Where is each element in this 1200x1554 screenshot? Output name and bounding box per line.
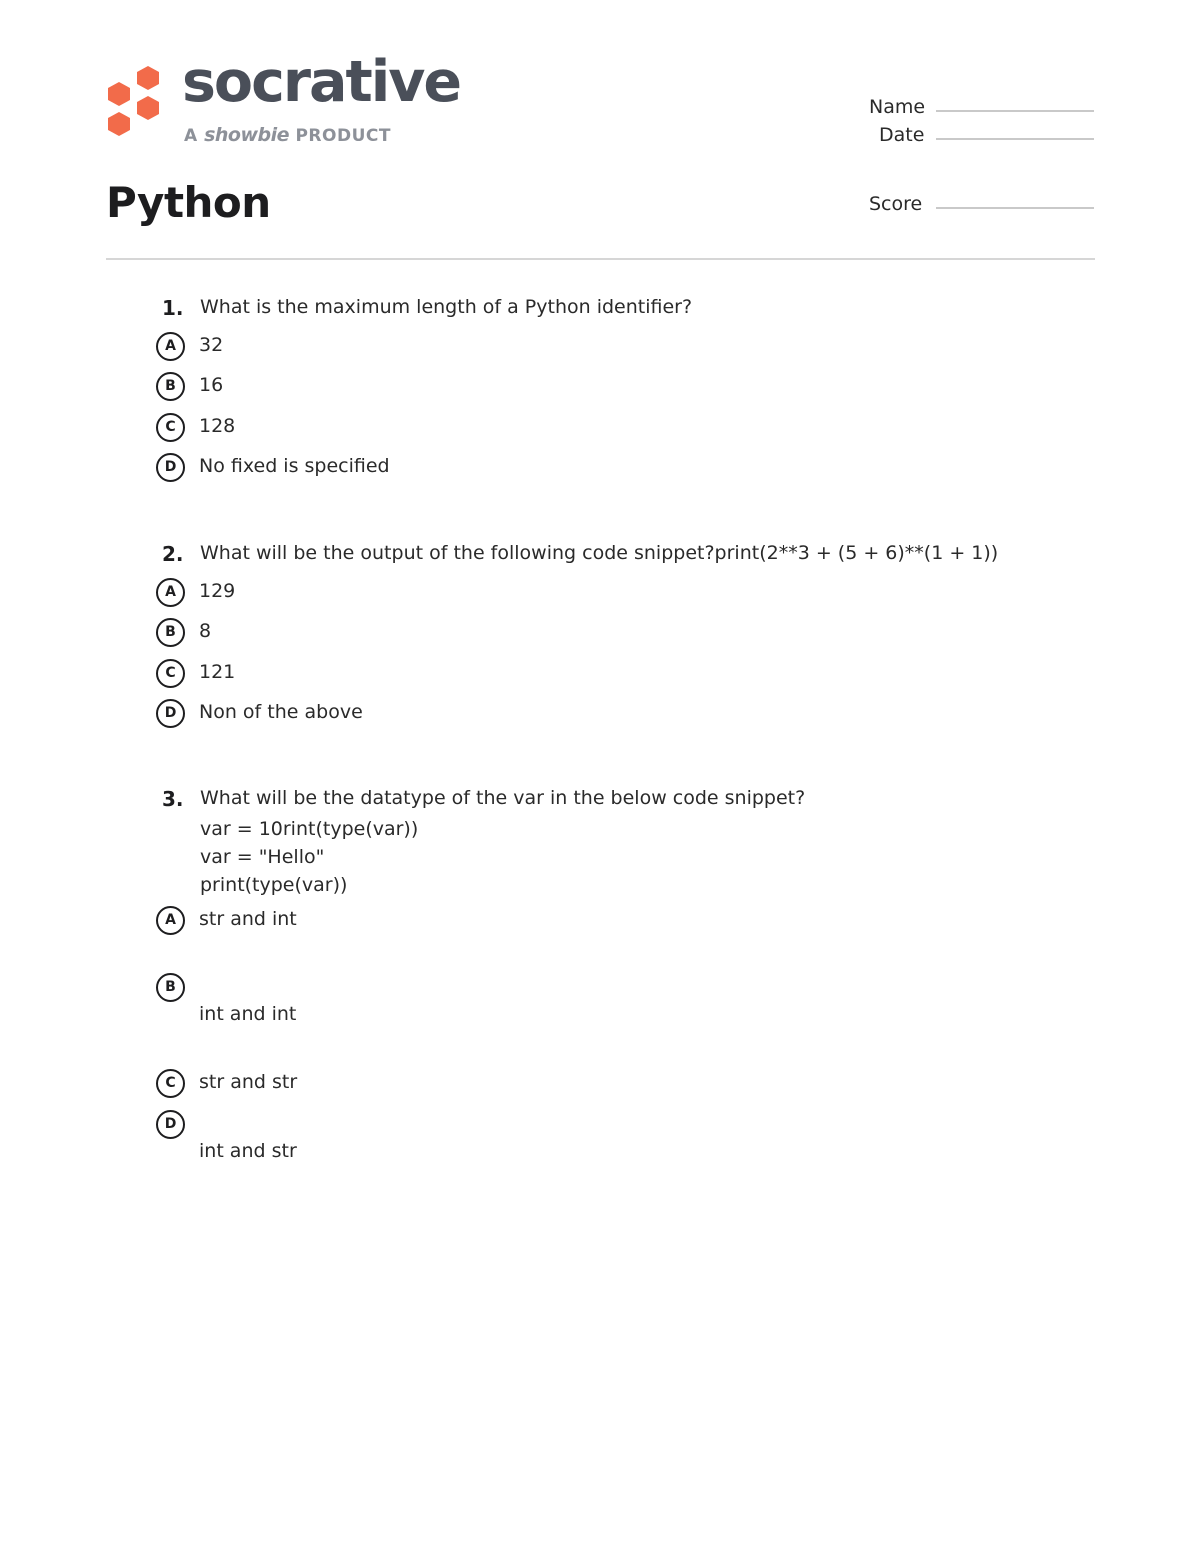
page-title: Python bbox=[106, 178, 271, 227]
option-a[interactable] bbox=[156, 906, 1056, 973]
option-c[interactable] bbox=[156, 659, 1056, 699]
option-letter-circle: B bbox=[156, 372, 185, 401]
option-letter-circle: B bbox=[156, 973, 185, 1002]
option-text: Non of the above bbox=[199, 701, 363, 723]
option-text: str and str bbox=[199, 1071, 298, 1093]
option-letter-circle: D bbox=[156, 699, 185, 728]
option-b[interactable] bbox=[156, 372, 1056, 413]
option-letter-circle: C bbox=[156, 1069, 185, 1098]
score-field[interactable] bbox=[866, 193, 1106, 223]
option-letter-circle: C bbox=[156, 413, 185, 442]
option-letter-circle: A bbox=[156, 578, 185, 607]
question-text: What will be the output of the following code snippet?print(2**3 + (5 + 6)**(1 + 1)) bbox=[200, 542, 999, 564]
question-number: 1. bbox=[162, 296, 184, 320]
question-2 bbox=[156, 540, 1056, 739]
tagline-suffix: PRODUCT bbox=[295, 126, 391, 146]
option-text: int and int bbox=[199, 1003, 297, 1025]
score-label: Score bbox=[869, 193, 923, 215]
option-text: 32 bbox=[199, 334, 224, 356]
option-d[interactable] bbox=[156, 1110, 1056, 1180]
option-a[interactable] bbox=[156, 578, 1056, 618]
option-text: 16 bbox=[199, 374, 224, 396]
question-1 bbox=[156, 294, 1056, 493]
option-text: 121 bbox=[199, 661, 236, 683]
question-header bbox=[156, 785, 1056, 815]
question-number: 3. bbox=[162, 787, 184, 811]
logo-tagline bbox=[184, 124, 391, 146]
code-line: var = "Hello" bbox=[200, 846, 325, 868]
question-header bbox=[156, 294, 1056, 324]
option-a[interactable] bbox=[156, 332, 1056, 372]
question-header bbox=[156, 540, 1056, 570]
name-line bbox=[936, 110, 1094, 112]
code-line: var = 10rint(type(var)) bbox=[200, 818, 419, 840]
option-letter-circle: B bbox=[156, 618, 185, 647]
logo-wordmark: socrative bbox=[182, 49, 461, 115]
option-text: str and int bbox=[199, 908, 297, 930]
question-3 bbox=[156, 785, 1056, 1180]
option-c[interactable] bbox=[156, 413, 1056, 453]
score-line bbox=[936, 207, 1094, 209]
option-text: 128 bbox=[199, 415, 236, 437]
tagline-brand: showbie bbox=[204, 124, 290, 146]
question-text: What is the maximum length of a Python identifier? bbox=[200, 296, 693, 318]
question-number: 2. bbox=[162, 542, 184, 566]
option-c[interactable] bbox=[156, 1069, 1056, 1110]
name-field[interactable] bbox=[866, 96, 1106, 126]
option-text: No fixed is specified bbox=[199, 455, 390, 477]
option-text: 129 bbox=[199, 580, 236, 602]
name-label: Name bbox=[869, 96, 926, 118]
option-letter-circle: A bbox=[156, 332, 185, 361]
option-letter-circle: D bbox=[156, 1110, 185, 1139]
option-letter-circle: C bbox=[156, 659, 185, 688]
tagline-prefix: A bbox=[184, 126, 198, 146]
option-letter-circle: A bbox=[156, 906, 185, 935]
option-b[interactable] bbox=[156, 618, 1056, 659]
question-text: What will be the datatype of the var in the below code snippet? bbox=[200, 787, 806, 809]
option-d[interactable] bbox=[156, 453, 1056, 493]
option-letter-circle: D bbox=[156, 453, 185, 482]
option-text: 8 bbox=[199, 620, 212, 642]
code-line: print(type(var)) bbox=[200, 874, 348, 896]
honeycomb-logo-icon bbox=[104, 64, 168, 146]
date-field[interactable] bbox=[866, 124, 1106, 154]
option-b[interactable] bbox=[156, 973, 1056, 1069]
header-divider bbox=[106, 258, 1095, 260]
date-line bbox=[936, 138, 1094, 140]
date-label: Date bbox=[879, 124, 925, 146]
option-d[interactable] bbox=[156, 699, 1056, 739]
option-text: int and str bbox=[199, 1140, 297, 1162]
socrative-logo bbox=[104, 49, 464, 154]
